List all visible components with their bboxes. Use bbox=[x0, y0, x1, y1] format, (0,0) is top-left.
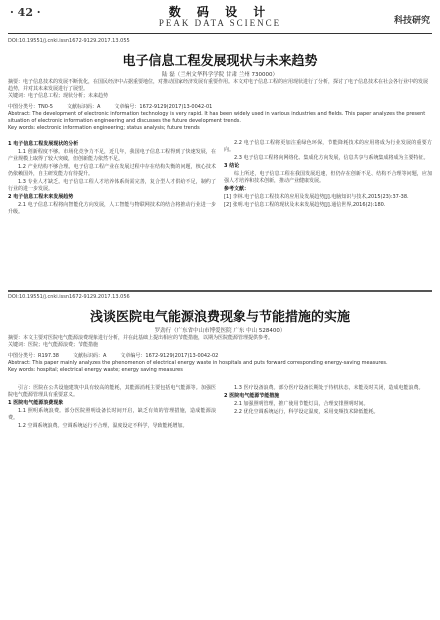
section-heading: 1 电子信息工程发展现状的分析 bbox=[8, 141, 79, 147]
article2-right-column bbox=[224, 385, 432, 417]
article1-author: 陆 磊（兰州文华科学学院 甘肃 兰州 730000） bbox=[162, 72, 278, 78]
section-heading: 2 电子信息工程未来发展趋势 bbox=[8, 194, 74, 200]
article2-abstract-en: Abstract: This paper mainly analyzes the phenomenon of electrical energy waste in hospitals and puts forward corresponding energy-saving measures. bbox=[8, 360, 388, 366]
body-paragraph: 2.3 电子信息工程将向网络化、集成化方向发展，信息共享与系统集成将成为主要特征。 bbox=[234, 155, 429, 161]
meta-clc: 中图分类号：TN0-5 bbox=[8, 104, 53, 110]
article1-abstract bbox=[8, 79, 432, 100]
meta-clc: 中图分类号：R197.38 bbox=[8, 353, 59, 359]
article-divider bbox=[8, 290, 432, 292]
body-paragraph: 1.2 产业结构不够合理。电子信息工程产业在发展过程中存在结构失衡的问题，核心技术仍依赖国外，自主研发能力有待提升。 bbox=[8, 164, 216, 177]
reference-item: [1] 李林.电子信息工程技术的应用及发展趋势[J].电脑知识与技术,2015(23):37-38. bbox=[224, 194, 409, 200]
body-paragraph: 综上所述，电子信息工程在我国发展迅速，但仍存在创新不足、结构不合理等问题，应加强人才培养和技术创新，推动产业健康发展。 bbox=[224, 171, 432, 184]
body-paragraph: 引言：医院在公共设施建筑中具有较高的能耗，其能源消耗主要包括电气能源等。加强医院电气能源管理具有重要意义。 bbox=[8, 385, 216, 398]
article2-abstract bbox=[8, 335, 432, 349]
article2-abstract-en-block bbox=[8, 360, 432, 374]
article1-left-column bbox=[8, 140, 216, 217]
meta-doc-code: 文献标识码：A bbox=[66, 104, 101, 110]
body-paragraph: 1.1 照明系统浪费。部分医院照明设备长时间开启，缺乏有效的管理措施，造成能源浪费。 bbox=[8, 408, 216, 421]
body-paragraph: 1.3 医疗设备浪费。部分医疗设备长期处于待机状态，未能及时关闭，造成电能浪费。 bbox=[234, 385, 424, 391]
body-paragraph: 2.1 加强照明管理，推广使用节能灯具，合理安排照明时间。 bbox=[234, 401, 369, 407]
header-divider bbox=[8, 33, 432, 34]
section-heading: 1 医院电气能源浪费现象 bbox=[8, 400, 64, 406]
body-paragraph: 2.2 优化空调系统运行，科学设定温度，采用变频技术降低能耗。 bbox=[234, 409, 379, 415]
meta-doc-code: 文献标识码：A bbox=[72, 353, 107, 359]
article1-right-column bbox=[224, 140, 432, 210]
article2-author: 罗劲行（广东省中山市博爱医院 广东 中山 528400） bbox=[154, 328, 286, 334]
article2-keywords-en: Key words: hospital; electrical energy waste; energy saving measures bbox=[8, 367, 183, 373]
meta-article-no: 文章编号：1672-9129(2017)13-0042-02 bbox=[120, 353, 219, 359]
article2-left-column bbox=[8, 385, 216, 431]
section-heading: 参考文献： bbox=[224, 186, 250, 192]
body-paragraph: 1.2 空调系统浪费。空调系统运行不合理，温度设定不科学，导致能耗增加。 bbox=[18, 423, 188, 429]
article1-abstract-en-block bbox=[8, 111, 432, 132]
body-paragraph: 1.1 创新程度不够。市场化竞争力不足，近几年，我国电子信息工程得到了快速发展，在产业规模上取得了较大突破，但创新能力依然不足。 bbox=[8, 149, 216, 162]
article1-abstract-cn: 摘要：电子信息技术的发展不断优化，在国民经济中占据重要地位，对推动国家经济发展有重要作用。本文对电子信息工程的应用现状进行了分析，探讨了电子信息技术在社会各行业中的发展趋势，并对其未来发展进行了展望。 bbox=[8, 79, 429, 92]
article2-abstract-cn: 摘要：本文主要对医院电气能源浪费现象进行分析，并在此基础上提出相应的节能措施，以期为医院能源管理提供参考。 bbox=[8, 335, 274, 341]
page-number: · 42 · bbox=[10, 6, 41, 19]
article1-doi: DOI:10.19551/j.cnki.issn1672-9129.2017.13.055 bbox=[8, 38, 130, 44]
article1-meta bbox=[8, 103, 432, 110]
section-tag: 科技研究 bbox=[393, 16, 430, 26]
meta-article-no: 文章编号：1672-9129(2017)13-0042-01 bbox=[114, 104, 213, 110]
article2-title: 浅谈医院电气能源浪费现象与节能措施的实施 bbox=[89, 310, 350, 325]
article1-keywords-en: Key words: electronic information engineering; status analysis; future trends bbox=[8, 125, 200, 131]
article2-keywords-cn: 关键词：医院；电气能源浪费；节能措施 bbox=[8, 342, 99, 348]
reference-item: [2] 张明.电子信息工程的现状及未来发展趋势[J].通信世界,2016(2):180. bbox=[224, 202, 386, 208]
article1-title: 电子信息工程发展现状与未来趋势 bbox=[122, 54, 318, 69]
journal-title-en: PEAK DATA SCIENCE bbox=[158, 18, 282, 28]
article2-meta bbox=[8, 352, 432, 359]
body-paragraph: 2.2 电子信息工程将更加注重绿色环保，节能降耗技术的应用将成为行业发展的重要方向。 bbox=[224, 140, 432, 153]
page-header bbox=[0, 0, 440, 36]
body-paragraph: 2.1 电子信息工程将向智能化方向发展，人工智能与物联网技术的结合将推动行业进一步升级。 bbox=[8, 202, 216, 215]
article2-doi: DOI:10.19551/j.cnki.issn1672-9129.2017.13.056 bbox=[8, 294, 130, 300]
article1-abstract-en: Abstract: The development of electronic information technology is very rapid. It has been widely used in various industries and fields. This paper analyzes the present situation of electronic information engineering and discusses the future development trends. bbox=[8, 111, 426, 124]
journal-title: 数 码 设 计 bbox=[168, 5, 272, 19]
section-heading: 3 结论 bbox=[224, 163, 240, 169]
body-paragraph: 1.3 专业人才缺乏。电子信息工程人才培养体系尚需完善，复合型人才供给不足，制约了行业的进一步发展。 bbox=[8, 179, 216, 192]
article1-keywords-cn: 关键词：电子信息工程；现状分析；未来趋势 bbox=[8, 93, 109, 99]
section-heading: 2 医院电气能源节能措施 bbox=[224, 393, 280, 399]
